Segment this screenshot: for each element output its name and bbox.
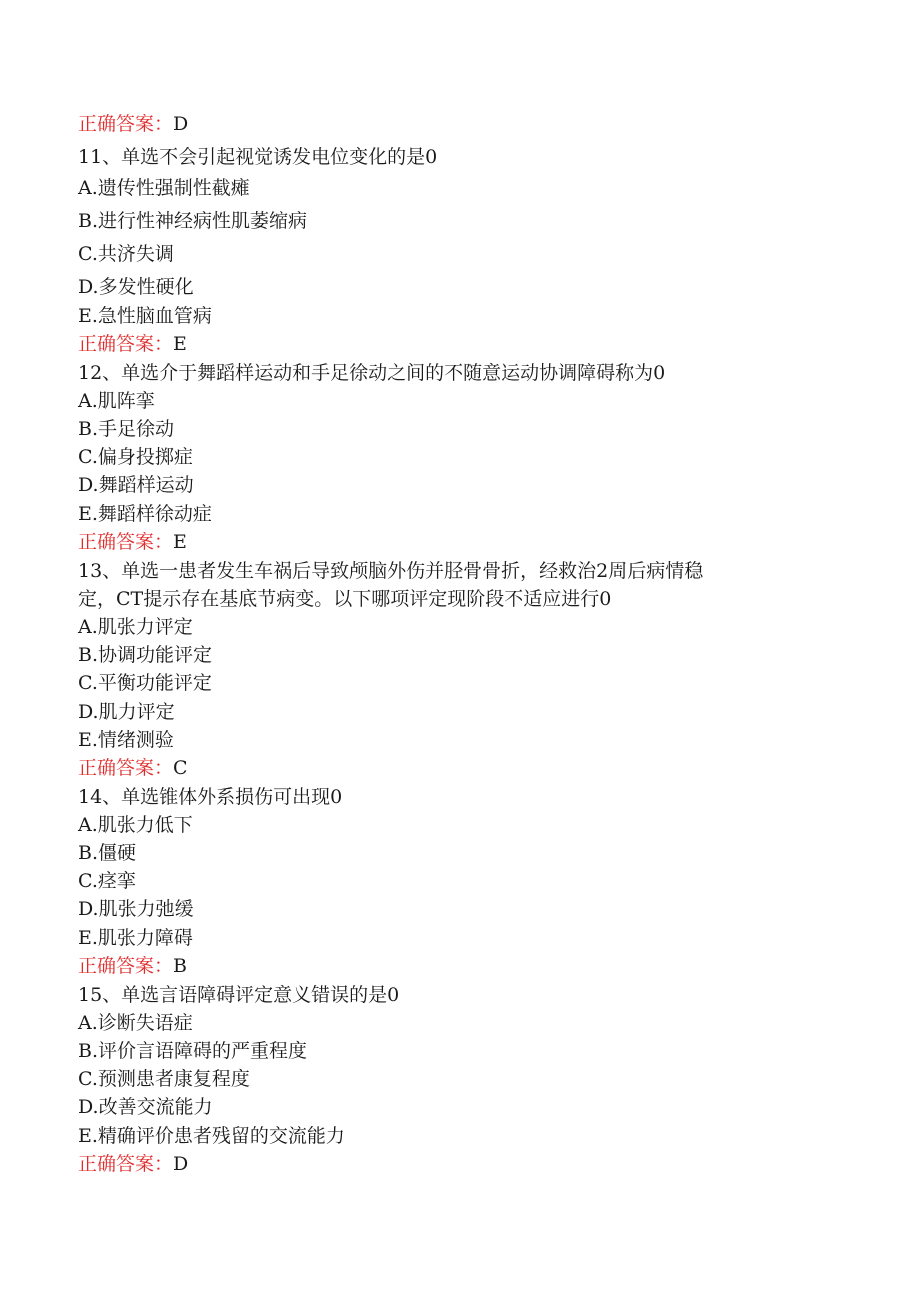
- option-text: D.多发性硬化: [78, 276, 194, 298]
- question-text: 15、单选言语障碍评定意义错误的是0: [78, 984, 400, 1006]
- answer-label: 正确答案：: [78, 113, 174, 135]
- option-text: D.舞蹈样运动: [78, 474, 194, 496]
- answer-value: D: [173, 113, 189, 135]
- option-text: E.精确评价患者残留的交流能力: [78, 1125, 345, 1147]
- answer-value: E: [173, 531, 187, 553]
- question-text: 12、单选介于舞蹈样运动和手足徐动之间的不随意运动协调障碍称为0: [78, 362, 666, 384]
- answer-value: B: [173, 955, 187, 977]
- option-text: C.平衡功能评定: [78, 672, 212, 694]
- option-text: A.肌张力评定: [78, 616, 193, 638]
- option-text: A.遗传性强制性截瘫: [78, 177, 250, 199]
- answer-line: [78, 954, 187, 978]
- question-text: 定，CT提示存在基底节病变。以下哪项评定现阶段不适应进行0: [78, 588, 612, 610]
- option-text: B.协调功能评定: [78, 644, 213, 666]
- answer-line: [78, 112, 188, 136]
- answer-label: 正确答案：: [78, 955, 174, 977]
- answer-label: 正确答案：: [78, 333, 174, 355]
- option-text: A.诊断失语症: [78, 1012, 193, 1034]
- option-text: B.手足徐动: [78, 418, 175, 440]
- option-text: A.肌阵挛: [78, 390, 155, 412]
- option-text: A.肌张力低下: [78, 814, 193, 836]
- question-text: 14、单选锥体外系损伤可出现0: [78, 786, 343, 808]
- option-text: E.情绪测验: [78, 729, 174, 751]
- answer-line: [78, 1152, 188, 1176]
- answer-line: [78, 332, 187, 356]
- option-text: E.急性脑血管病: [78, 305, 212, 327]
- option-text: C.预测患者康复程度: [78, 1068, 250, 1090]
- option-text: C.偏身投掷症: [78, 446, 193, 468]
- question-text: 13、单选一患者发生车祸后导致颅脑外伤并胫骨骨折，经救治2周后病情稳: [78, 560, 704, 582]
- option-text: E.舞蹈样徐动症: [78, 503, 212, 525]
- answer-value: E: [173, 333, 187, 355]
- answer-line: [78, 756, 188, 780]
- option-text: D.肌力评定: [78, 701, 175, 723]
- answer-label: 正确答案：: [78, 531, 174, 553]
- answer-value: D: [173, 1153, 189, 1175]
- option-text: B.进行性神经病性肌萎缩病: [78, 210, 308, 232]
- option-text: C.共济失调: [78, 243, 174, 265]
- answer-label: 正确答案：: [78, 1153, 174, 1175]
- question-text: 11、单选不会引起视觉诱发电位变化的是0: [78, 146, 438, 168]
- option-text: E.肌张力障碍: [78, 927, 193, 949]
- option-text: D.改善交流能力: [78, 1096, 213, 1118]
- option-text: B.僵硬: [78, 842, 137, 864]
- answer-label: 正确答案：: [78, 757, 174, 779]
- option-text: B.评价言语障碍的严重程度: [78, 1040, 308, 1062]
- answer-value: C: [173, 757, 188, 779]
- option-text: C.痉挛: [78, 870, 136, 892]
- answer-line: [78, 530, 187, 554]
- option-text: D.肌张力弛缓: [78, 898, 194, 920]
